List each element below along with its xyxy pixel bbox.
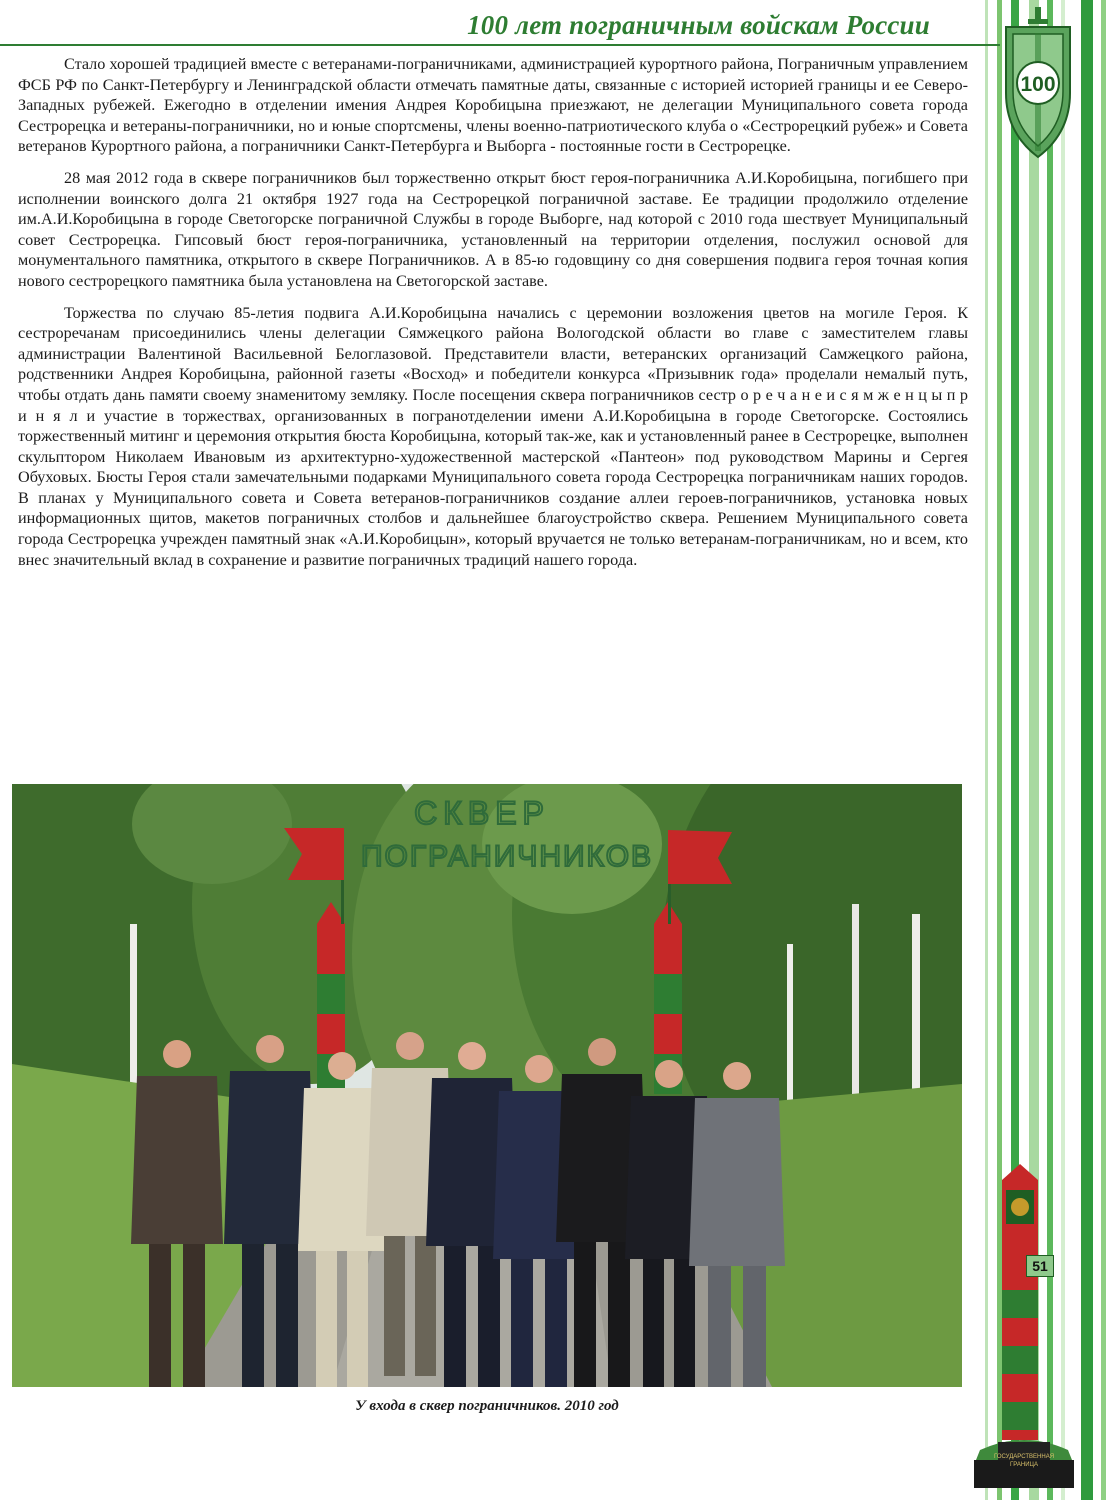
paragraph-2: 28 мая 2012 года в сквере пограничников был торжественно открыт бюст героя-пограничника А.И.Коробицына, погибшего при исполнении воинского долга 21 октября 1927 года на Сестрорецкой пограничной заставе. Ее традиции продолжило отделение им.А.И.Коробицына в городе Светогорске пограничной Службы в городе Выборге, над которой с 2010 года шествует Муниципальный совет Сестрорецка. Гипсовый бюст героя-пограничника, установленный на территории отделения, послужил основой для монументального памятника, открытого в сквере Пограничников. А в 85-ю годовщину со дня совершения подвига героя точная копия нового сестрорецкого памятника была установлена на Светогорской заставе. [18,168,968,290]
page-header [0,0,1000,48]
border-post-illustration [968,1160,1080,1490]
photo-caption: У входа в сквер пограничников. 2010 год [355,1398,619,1414]
page-title: 100 лет пограничным войскам России [467,10,930,40]
article-body [18,54,968,581]
border-guard-emblem [1000,5,1076,163]
emblem-number: 100 [1020,73,1056,96]
sign-main-text: ПОГРАНИЧНИКОВ [360,840,654,873]
post-plaque-label: ГОСУДАРСТВЕННАЯ ГРАНИЦА [993,1454,1055,1468]
sign-top-text: СКВЕР [414,795,550,831]
group-photo [12,784,962,1387]
paragraph-1: Стало хорошей традицией вместе с ветеранами-пограничниками, администрацией курортного района, Пограничным управлением ФСБ РФ по Санкт-Петербургу и Ленинградской области отмечать памятные даты, связанные с историей историей границы и ее Северо-Западных рубежей. Ежегодно в отделении имения Андрея Коробицына приезжают, не делегации Муниципального совета города Сестрорецка и ветераны-пограничники, но и юные спортсмены, члены военно-патриотического клуба о «Сестрорецкий рубеж» и Совета ветеранов Курортного района, а пограничники Санкт-Петербурга и Выборга - постоянные гости в Сестрорецке. [18,55,968,156]
header-rule [0,44,1000,46]
page-number: 51 [1026,1255,1054,1277]
paragraph-3: Торжества по случаю 85-летия подвига А.И.Коробицына начались с церемонии возложения цветов на могиле Героя. К сестроречанам присоединились члены делегации Сямжецкого района Вологодской области во главе с заместителем главы администрации Валентиной Васильевной Белоглазовой. Представители власти, ветеранских организаций Самжецкого района, родственники Андрея Коробицына, районной газеты «Восход» и победители конкурса «Призывник года» проделали немалый путь, чтобы отдать дань памяти своему знаменитому земляку. После посещения сквера пограничников сестр о р е ч а н е и с я м ж е н ц ы п р и н я л и участие в торжествах, организованных в погранотделении имени А.И.Коробицына в городе Светогорске. Состоялись торжественный митинг и церемония открытия бюста Коробицына, который так-же, как и установленный ранее в Сестрорецке, выполнен скульптором Николаем Ивановым из архитектурно-художественной мастерской «Пантеон» под руководством Марины и Сергея Обуховых. Бюсты Героя стали замечательными подарками Муниципального совета города Сестрорецка пограничникам наших городов. В планах у Муниципального совета и Совета ветеранов-пограничников создание аллеи героев-пограничников, установка новых информационных щитов, макетов пограничных столбов и дальнейшее благоустройство сквера. Решением Муниципального совета города Сестрорецка учрежден памятный знак «А.И.Коробицын», который вручается не только ветеранам-пограничникам, но и всем, кто внес значительный вклад в сохранение и развитие пограничных традиций нашего города. [18,303,968,569]
